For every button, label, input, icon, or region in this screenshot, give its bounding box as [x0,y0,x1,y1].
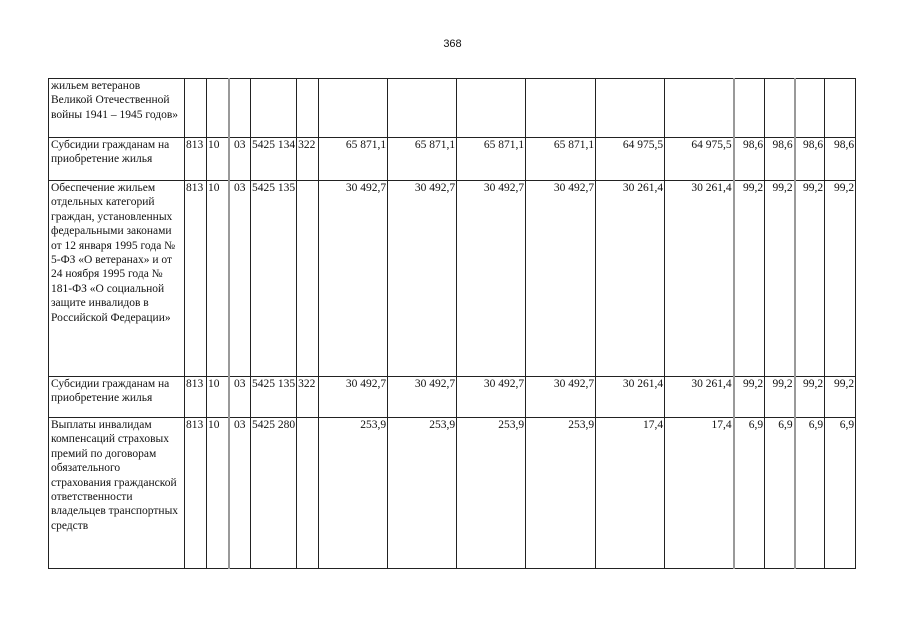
code-target [251,79,297,138]
amount-cell [526,79,596,138]
code-target: 5425 135 [251,377,297,418]
percent-cell: 99,2 [795,181,825,377]
amount-cell: 30 492,7 [457,377,526,418]
code-section: 10 [207,418,229,569]
table-row [49,79,856,138]
code-subsection: 03 [229,181,251,377]
code-expense-type: 322 [297,377,319,418]
amount-cell: 30 492,7 [388,377,457,418]
code-subsection: 03 [229,418,251,569]
amount-cell: 65 871,1 [457,138,526,181]
percent-cell: 98,6 [825,138,856,181]
code-admin: 813 [185,138,207,181]
amount-cell: 253,9 [526,418,596,569]
percent-cell: 6,9 [795,418,825,569]
percent-cell: 99,2 [795,377,825,418]
percent-cell [795,79,825,138]
percent-cell: 98,6 [765,138,795,181]
code-section: 10 [207,377,229,418]
code-section: 10 [207,181,229,377]
code-target: 5425 134 [251,138,297,181]
amount-cell: 30 492,7 [319,181,388,377]
percent-cell: 6,9 [765,418,795,569]
amount-cell: 65 871,1 [388,138,457,181]
amount-cell: 17,4 [665,418,734,569]
percent-cell: 6,9 [734,418,765,569]
budget-table [48,78,856,569]
amount-cell: 30 492,7 [457,181,526,377]
amount-cell: 65 871,1 [526,138,596,181]
table-row [49,377,856,418]
amount-cell: 253,9 [388,418,457,569]
percent-cell: 98,6 [734,138,765,181]
percent-cell: 99,2 [734,181,765,377]
amount-cell [319,79,388,138]
table-row [49,138,856,181]
row-name: жильем ветеранов Великой Отечественной войны 1941 – 1945 годов» [49,79,185,138]
percent-cell: 98,6 [795,138,825,181]
amount-cell: 30 492,7 [526,377,596,418]
row-name: Выплаты инвалидам компенсаций страховых премий по договорам обязательного страхования гражданской ответственности владельцев транспортных средств [49,418,185,569]
code-expense-type [297,418,319,569]
code-admin: 813 [185,377,207,418]
percent-cell: 99,2 [765,377,795,418]
code-expense-type [297,79,319,138]
amount-cell: 17,4 [596,418,665,569]
amount-cell [457,79,526,138]
amount-cell: 30 261,4 [665,377,734,418]
percent-cell [734,79,765,138]
row-name: Обеспечение жильем отдельных категорий граждан, установленных федеральными законами от 12 января 1995 года № 5-ФЗ «О ветеранах» и от 24 ноября 1995 года № 181-ФЗ «О социальной защите инвалидов в Российской Федерации» [49,181,185,377]
amount-cell: 65 871,1 [319,138,388,181]
amount-cell: 64 975,5 [665,138,734,181]
page-number: 368 [443,38,462,50]
amount-cell: 30 261,4 [665,181,734,377]
code-subsection: 03 [229,377,251,418]
code-admin: 813 [185,181,207,377]
amount-cell: 253,9 [457,418,526,569]
code-expense-type: 322 [297,138,319,181]
table-row [49,181,856,377]
percent-cell [765,79,795,138]
percent-cell: 99,2 [825,377,856,418]
amount-cell: 30 261,4 [596,377,665,418]
percent-cell: 99,2 [825,181,856,377]
amount-cell: 30 492,7 [388,181,457,377]
row-name: Субсидии гражданам на приобретение жилья [49,377,185,418]
amount-cell [388,79,457,138]
code-admin [185,79,207,138]
percent-cell: 99,2 [765,181,795,377]
code-admin: 813 [185,418,207,569]
amount-cell: 30 492,7 [526,181,596,377]
code-subsection [229,79,251,138]
row-name: Субсидии гражданам на приобретение жилья [49,138,185,181]
percent-cell: 6,9 [825,418,856,569]
amount-cell: 253,9 [319,418,388,569]
percent-cell: 99,2 [734,377,765,418]
amount-cell: 30 492,7 [319,377,388,418]
percent-cell [825,79,856,138]
code-subsection: 03 [229,138,251,181]
amount-cell: 30 261,4 [596,181,665,377]
amount-cell [665,79,734,138]
amount-cell: 64 975,5 [596,138,665,181]
code-target: 5425 135 [251,181,297,377]
amount-cell [596,79,665,138]
code-section [207,79,229,138]
code-expense-type [297,181,319,377]
table-row [49,418,856,569]
code-section: 10 [207,138,229,181]
code-target: 5425 280 [251,418,297,569]
